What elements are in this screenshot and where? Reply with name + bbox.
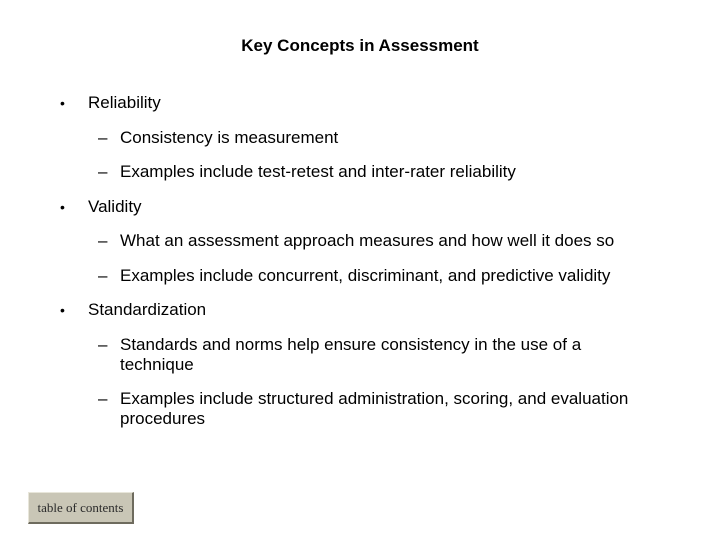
dash-icon: – (98, 231, 108, 250)
sub-item-text: Standards and norms help ensure consistency in the use of a technique (120, 335, 582, 374)
sub-item-text: Examples include structured administration, scoring, and evaluation procedures (120, 389, 629, 428)
bullet-dot-icon: • (60, 199, 65, 215)
bullet-dot-icon: • (60, 302, 65, 318)
bullet-dot-icon: • (60, 95, 65, 111)
bullet-label: Standardization (88, 300, 207, 319)
sub-item-text: Examples include test-retest and inter-rater reliability (120, 162, 516, 181)
sub-item-text: Consistency is measurement (120, 128, 339, 147)
dash-icon: – (98, 162, 108, 181)
dash-icon: – (98, 389, 108, 408)
dash-icon: – (98, 335, 108, 354)
slide-title: Key Concepts in Assessment (241, 36, 479, 55)
dash-icon: – (98, 128, 108, 147)
bullet-label: Reliability (88, 93, 161, 112)
table-of-contents-button[interactable]: table of contents (28, 492, 134, 524)
bullet-label: Validity (88, 197, 142, 216)
sub-item-text: What an assessment approach measures and how well it does so (120, 231, 615, 250)
sub-item-text: Examples include concurrent, discriminant, and predictive validity (120, 266, 611, 285)
dash-icon: – (98, 266, 108, 285)
